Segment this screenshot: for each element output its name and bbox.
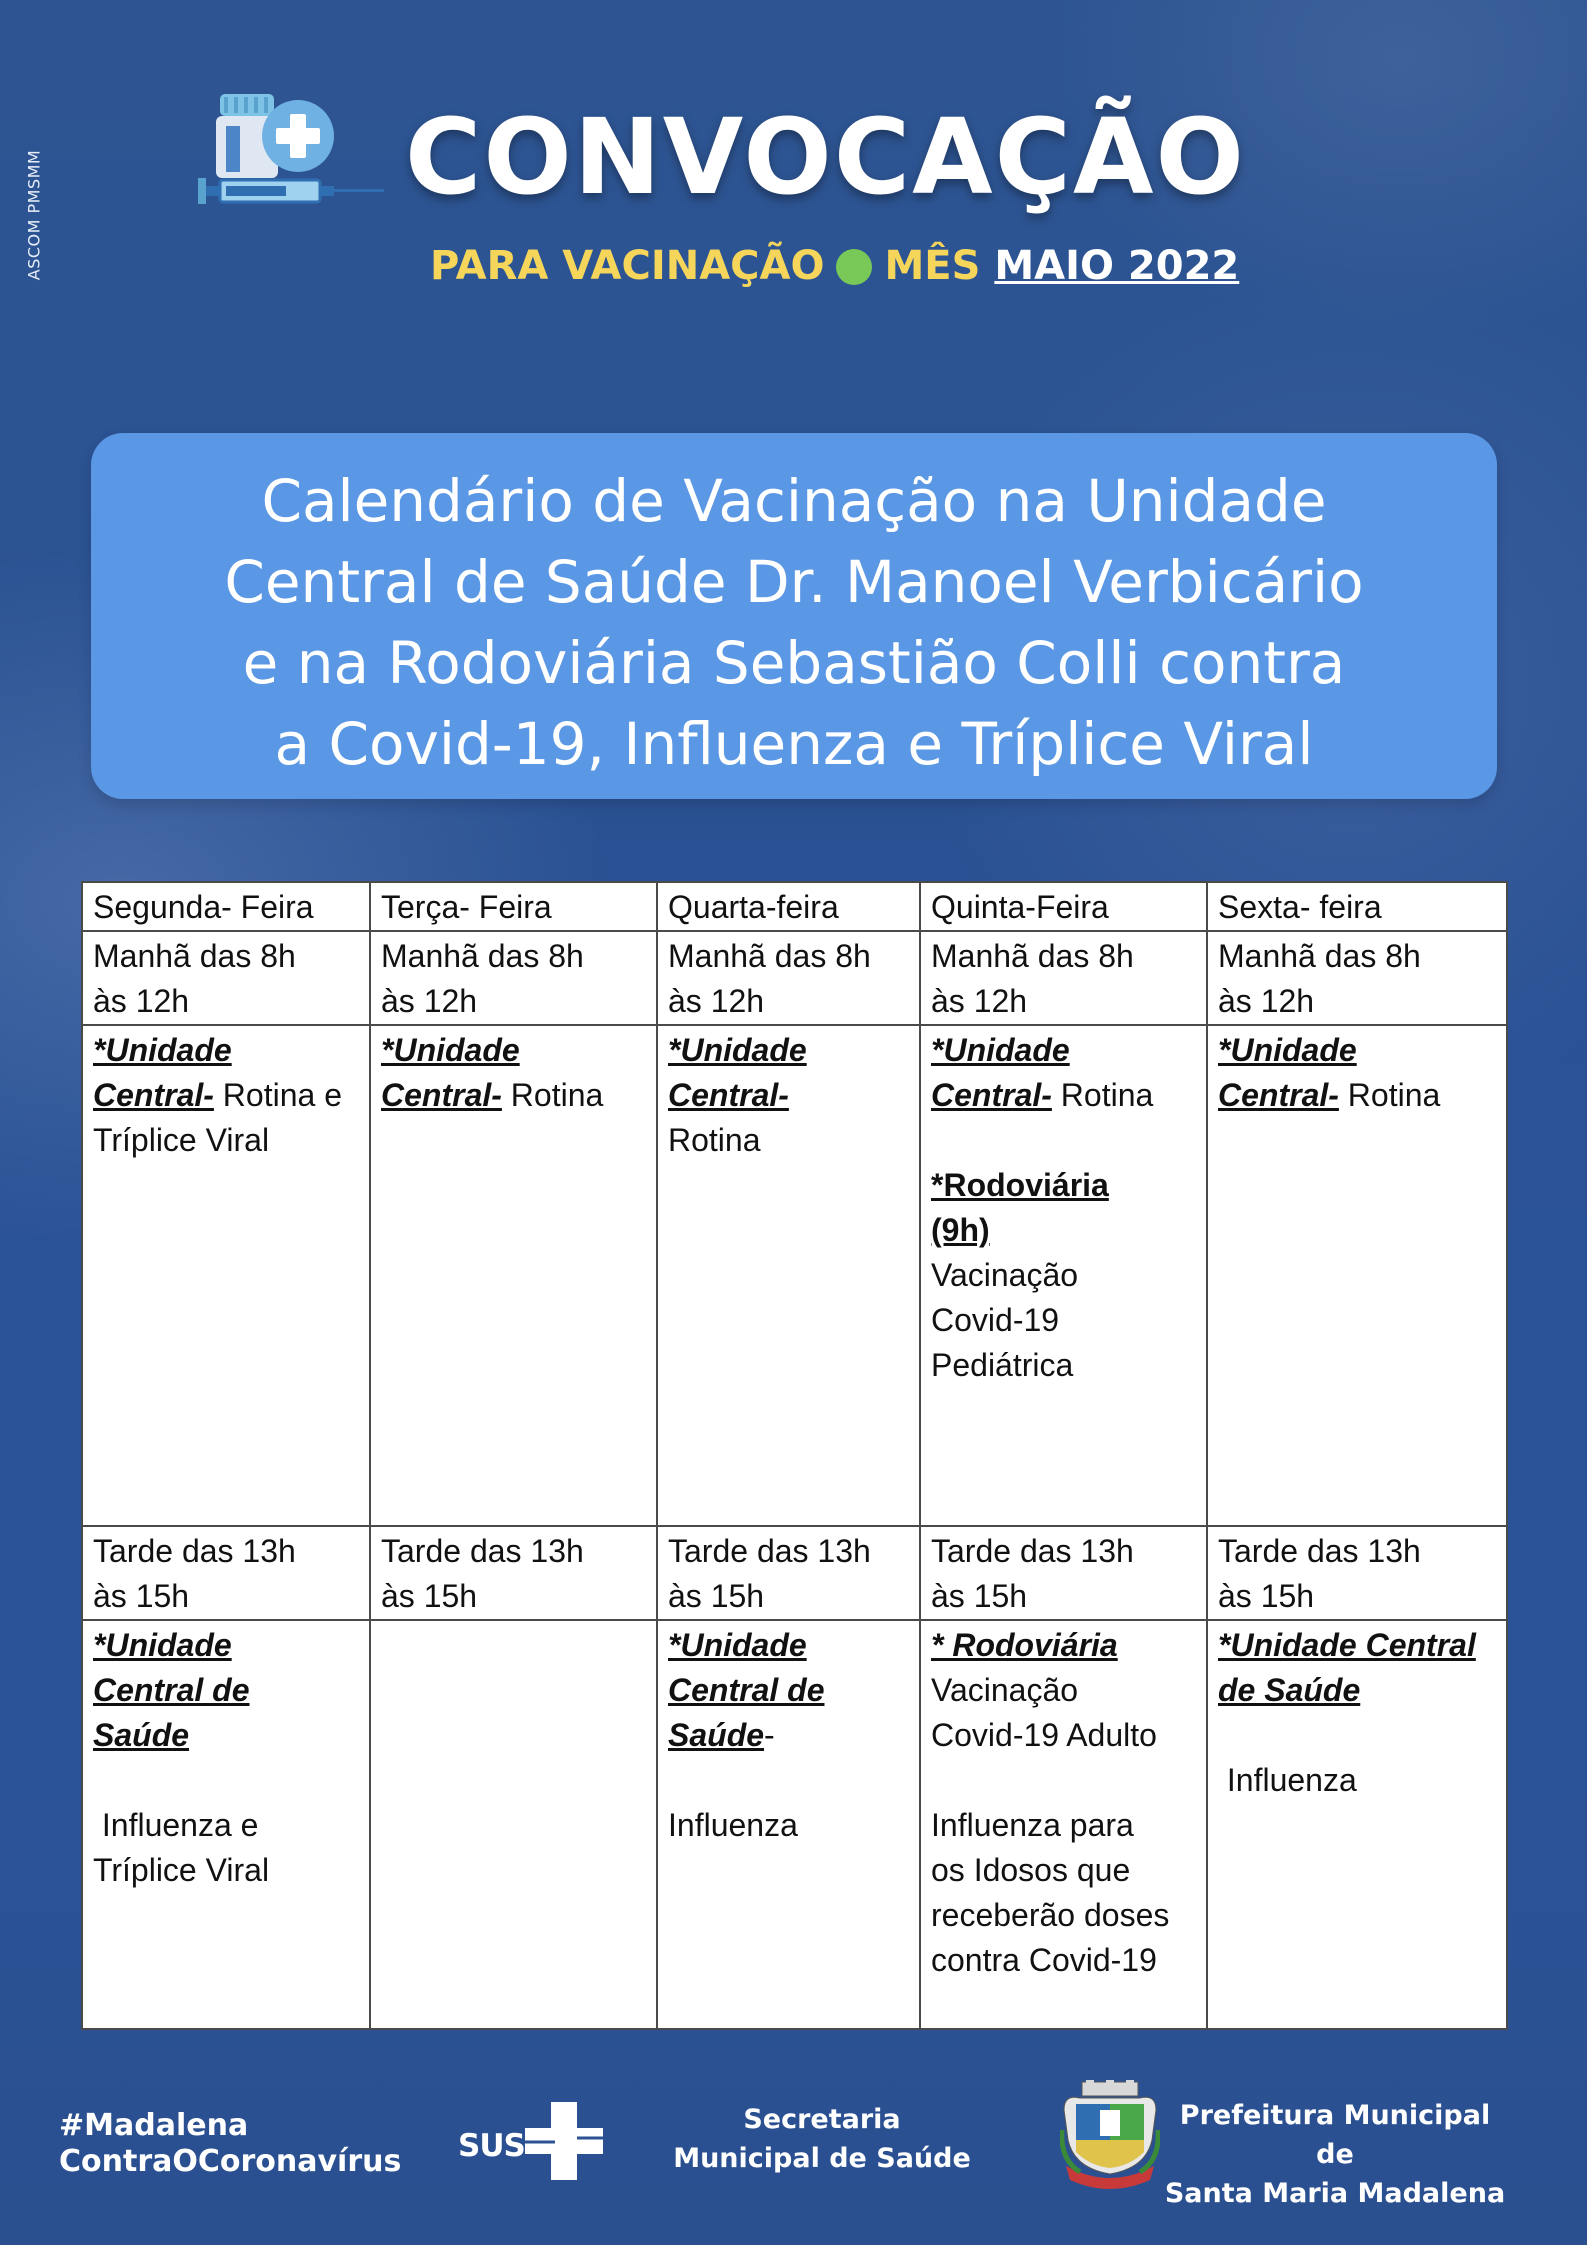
sus-cross-icon xyxy=(525,2102,603,2180)
cell-text: Rotina xyxy=(668,1122,761,1158)
green-dot-icon xyxy=(836,249,872,285)
cell-text: Influenza xyxy=(668,1807,798,1843)
place-label: de Saúde xyxy=(1218,1672,1361,1708)
afternoon-cell-quarta xyxy=(657,1620,920,2029)
time-line: Tarde das 13h xyxy=(93,1533,296,1569)
place-label: (9h) xyxy=(931,1212,990,1248)
cell-text: Pediátrica xyxy=(931,1347,1074,1383)
time-line: Tarde das 13h xyxy=(381,1533,584,1569)
info-banner xyxy=(91,433,1497,799)
cell-text: Rotina xyxy=(1338,1077,1441,1113)
prefeitura-line: Santa Maria Madalena xyxy=(1164,2178,1506,2209)
place-label: *Unidade xyxy=(668,1032,807,1068)
hashtag-line: #Madalena xyxy=(59,2108,249,2143)
afternoon-time xyxy=(82,1526,370,1620)
time-line: Manhã das 8h xyxy=(668,938,871,974)
hashtag xyxy=(59,2108,401,2180)
morning-time xyxy=(920,931,1207,1025)
place-label: *Unidade xyxy=(93,1032,232,1068)
time-line: Tarde das 13h xyxy=(931,1533,1134,1569)
morning-time xyxy=(1207,931,1507,1025)
place-label: *Unidade xyxy=(381,1032,520,1068)
cell-text: Influenza xyxy=(1218,1762,1357,1798)
day-header: Sexta- feira xyxy=(1207,882,1507,931)
place-label: *Rodoviária xyxy=(931,1167,1109,1203)
place-label: Central- xyxy=(93,1077,214,1113)
place-label: Central- xyxy=(1218,1077,1339,1113)
morning-cell-segunda xyxy=(82,1025,370,1526)
cell-text: Influenza para xyxy=(931,1807,1134,1843)
table-row xyxy=(82,931,1507,1025)
banner-line: Calendário de Vacinação na Unidade xyxy=(261,467,1327,535)
subtitle-prefix: PARA VACINAÇÃO xyxy=(430,243,825,289)
side-credit xyxy=(14,135,54,295)
table-row xyxy=(82,1620,1507,2029)
time-line: Tarde das 13h xyxy=(1218,1533,1421,1569)
time-line: às 12h xyxy=(381,983,478,1019)
morning-cell-terca xyxy=(370,1025,657,1526)
cell-text: Vacinação xyxy=(931,1257,1079,1293)
afternoon-time xyxy=(920,1526,1207,1620)
secretaria-label xyxy=(672,2100,972,2178)
cell-text: Rotina xyxy=(501,1077,604,1113)
cell-text: Tríplice Viral xyxy=(93,1852,270,1888)
afternoon-time xyxy=(370,1526,657,1620)
vaccine-vial-syringe-icon xyxy=(196,92,386,212)
morning-time xyxy=(370,931,657,1025)
place-label: * Rodoviária xyxy=(931,1627,1118,1663)
cell-text: Rotina e Tríplice Viral xyxy=(93,1077,342,1158)
day-header: Quinta-Feira xyxy=(920,882,1207,931)
cell-text: Rotina xyxy=(1051,1077,1154,1113)
morning-time xyxy=(82,931,370,1025)
sus-text: SUS xyxy=(458,2128,525,2164)
table-row xyxy=(82,1025,1507,1526)
table-row xyxy=(82,1526,1507,1620)
page-title: CONVOCAÇÃO xyxy=(405,96,1246,218)
cell-text: os Idosos que xyxy=(931,1852,1131,1888)
place-label: *Unidade xyxy=(668,1627,807,1663)
time-line: às 15h xyxy=(93,1578,190,1614)
time-line: às 15h xyxy=(931,1578,1028,1614)
prefeitura-line: Prefeitura Municipal de xyxy=(1179,2100,1491,2170)
hashtag-line: ContraOCoronavírus xyxy=(59,2144,402,2179)
morning-cell-quinta xyxy=(920,1025,1207,1526)
place-label: *Unidade xyxy=(931,1032,1070,1068)
side-credit-text: ASCOM PMSMM xyxy=(24,149,44,281)
afternoon-cell-quinta xyxy=(920,1620,1207,2029)
place-label: Saúde xyxy=(668,1717,765,1753)
morning-time xyxy=(657,931,920,1025)
municipal-crest-icon xyxy=(1060,2080,1160,2190)
afternoon-cell-terca xyxy=(370,1620,657,2029)
time-line: às 12h xyxy=(931,983,1028,1019)
afternoon-time xyxy=(1207,1526,1507,1620)
place-label: Central de xyxy=(668,1672,825,1708)
secretaria-line: Secretaria xyxy=(743,2104,901,2135)
morning-cell-sexta xyxy=(1207,1025,1507,1526)
subtitle-month: MAIO 2022 xyxy=(994,243,1240,289)
place-label: *Unidade xyxy=(1218,1032,1357,1068)
schedule-table xyxy=(81,881,1508,2030)
secretaria-line: Municipal de Saúde xyxy=(673,2143,971,2174)
afternoon-cell-segunda xyxy=(82,1620,370,2029)
time-line: Manhã das 8h xyxy=(93,938,296,974)
day-header: Segunda- Feira xyxy=(82,882,370,931)
place-label: Central- xyxy=(931,1077,1052,1113)
sus-logo xyxy=(458,2098,603,2188)
cell-text: Covid-19 Adulto xyxy=(931,1717,1157,1753)
table-row xyxy=(82,882,1507,931)
afternoon-time xyxy=(657,1526,920,1620)
time-line: às 15h xyxy=(1218,1578,1315,1614)
banner-text xyxy=(131,461,1457,785)
time-line: às 12h xyxy=(1218,983,1315,1019)
cell-text: receberão doses xyxy=(931,1897,1170,1933)
place-label: Central de xyxy=(93,1672,250,1708)
cell-text: Covid-19 xyxy=(931,1302,1060,1338)
time-line: às 15h xyxy=(668,1578,765,1614)
subtitle xyxy=(430,238,1239,294)
place-label: Central- xyxy=(381,1077,502,1113)
cell-text: - xyxy=(764,1717,775,1753)
day-header: Quarta-feira xyxy=(657,882,920,931)
time-line: Manhã das 8h xyxy=(381,938,584,974)
footer xyxy=(0,2080,1587,2220)
afternoon-cell-sexta xyxy=(1207,1620,1507,2029)
day-header: Terça- Feira xyxy=(370,882,657,931)
time-line: às 12h xyxy=(668,983,765,1019)
morning-cell-quarta xyxy=(657,1025,920,1526)
banner-line: e na Rodoviária Sebastião Colli contra xyxy=(242,629,1346,697)
place-label: *Unidade xyxy=(93,1627,232,1663)
time-line: Tarde das 13h xyxy=(668,1533,871,1569)
prefeitura-label xyxy=(1160,2096,1510,2213)
time-line: Manhã das 8h xyxy=(1218,938,1421,974)
place-label: Saúde xyxy=(93,1717,190,1753)
place-label: Central- xyxy=(668,1077,789,1113)
cell-text: contra Covid-19 xyxy=(931,1942,1157,1978)
banner-line: Central de Saúde Dr. Manoel Verbicário xyxy=(224,548,1364,616)
time-line: Manhã das 8h xyxy=(931,938,1134,974)
time-line: às 12h xyxy=(93,983,190,1019)
cell-text: Influenza e xyxy=(93,1807,259,1843)
place-label: *Unidade Central xyxy=(1218,1627,1476,1663)
cell-text: Vacinação xyxy=(931,1672,1079,1708)
banner-line: a Covid-19, Influenza e Tríplice Viral xyxy=(274,710,1314,778)
subtitle-mes: MÊS xyxy=(884,243,981,289)
time-line: às 15h xyxy=(381,1578,478,1614)
